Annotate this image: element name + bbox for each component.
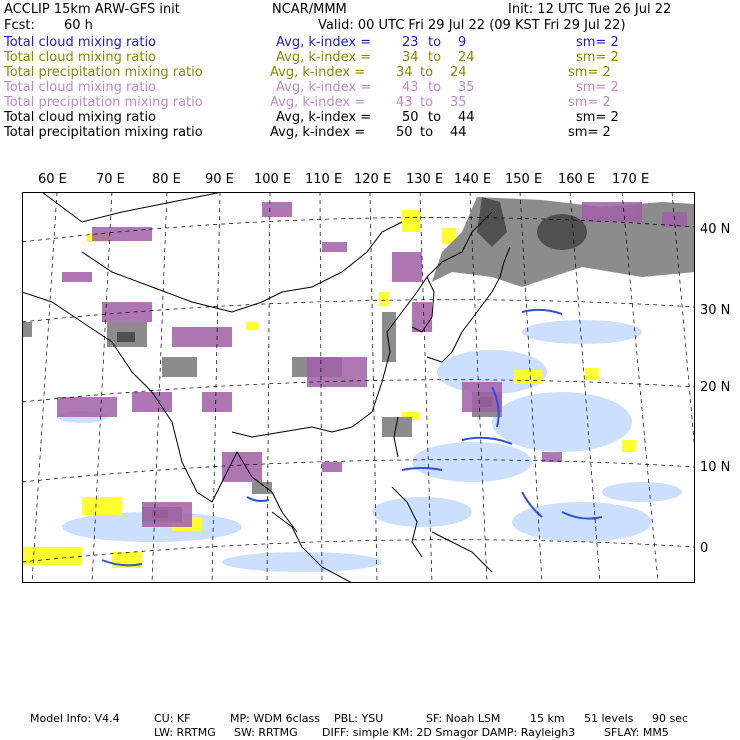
lon-label: 110 E: [305, 172, 343, 187]
cu-info: CU: KF: [154, 712, 191, 725]
legend-name: Total cloud mixing ratio: [4, 50, 157, 65]
legend-avg: Avg, k-index =: [270, 95, 366, 110]
legend-k-start: 23: [402, 35, 419, 50]
lon-label: 70 E: [96, 172, 125, 187]
lon-label: 150 E: [505, 172, 543, 187]
lat-label: 20 N: [700, 380, 731, 395]
lon-label: 80 E: [152, 172, 181, 187]
legend-to: to: [428, 35, 442, 50]
model-info: Model Info: V4.4: [30, 712, 120, 725]
legend-k-end: 35: [450, 95, 467, 110]
legend-name: Total cloud mixing ratio: [4, 35, 157, 50]
lon-label: 100 E: [254, 172, 292, 187]
legend-k-start: 43: [402, 80, 419, 95]
diff-info: DIFF: simple KM: 2D Smagor DAMP: Rayleigh3: [322, 726, 576, 739]
legend-k-end: 9: [458, 35, 467, 50]
mp-info: MP: WDM 6class: [230, 712, 320, 725]
legend-avg: Avg, k-index =: [270, 65, 366, 80]
legend-k-start: 50: [402, 110, 419, 125]
legend-k-end: 24: [458, 50, 475, 65]
lon-label: 90 E: [205, 172, 234, 187]
lon-label: 120 E: [354, 172, 392, 187]
lon-label: 130 E: [406, 172, 444, 187]
legend-sm: sm= 2: [568, 95, 611, 110]
timestep-info: 90 sec: [652, 712, 689, 725]
forecast-map: [22, 192, 695, 583]
legend-k-start: 50: [396, 125, 413, 140]
sf-info: SF: Noah LSM: [426, 712, 501, 725]
organization-label: NCAR/MMM: [272, 2, 347, 17]
legend-avg: Avg, k-index =: [276, 110, 372, 125]
legend-avg: Avg, k-index =: [276, 80, 372, 95]
legend-to: to: [428, 110, 442, 125]
lat-label: 0: [700, 541, 709, 556]
legend-sm: sm= 2: [568, 125, 611, 140]
legend-k-end: 44: [458, 110, 475, 125]
legend-k-end: 35: [458, 80, 475, 95]
lon-label: 60 E: [38, 172, 67, 187]
legend-sm: sm= 2: [576, 110, 619, 125]
legend-sm: sm= 2: [576, 35, 619, 50]
legend-to: to: [428, 50, 442, 65]
legend-name: Total precipitation mixing ratio: [4, 95, 203, 110]
sw-info: SW: RRTMG: [234, 726, 298, 739]
lat-label: 40 N: [700, 222, 731, 237]
lat-label: 10 N: [700, 460, 731, 475]
legend-avg: Avg, k-index =: [276, 50, 372, 65]
legend-sm: sm= 2: [576, 50, 619, 65]
legend-k-start: 43: [396, 95, 413, 110]
levels-info: 51 levels: [584, 712, 634, 725]
init-time: Init: 12 UTC Tue 26 Jul 22: [508, 2, 672, 17]
legend-name: Total cloud mixing ratio: [4, 110, 157, 125]
forecast-label: Fcst:: [4, 18, 35, 33]
legend-to: to: [428, 80, 442, 95]
legend-to: to: [420, 95, 434, 110]
legend-k-end: 24: [450, 65, 467, 80]
legend-k-end: 44: [450, 125, 467, 140]
lw-info: LW: RRTMG: [154, 726, 216, 739]
legend-to: to: [420, 125, 434, 140]
legend-name: Total precipitation mixing ratio: [4, 125, 203, 140]
forecast-hour: 60 h: [64, 18, 93, 33]
legend-avg: Avg, k-index =: [270, 125, 366, 140]
valid-time: Valid: 00 UTC Fri 29 Jul 22 (09 KST Fri 29 Jul 22): [318, 18, 626, 33]
lat-label: 30 N: [700, 303, 731, 318]
lon-label: 170 E: [612, 172, 650, 187]
lon-label: 160 E: [558, 172, 596, 187]
legend-name: Total cloud mixing ratio: [4, 80, 157, 95]
legend-sm: sm= 2: [576, 80, 619, 95]
legend-name: Total precipitation mixing ratio: [4, 65, 203, 80]
sflay-info: SFLAY: MM5: [604, 726, 669, 739]
lon-label: 140 E: [454, 172, 492, 187]
legend-to: to: [420, 65, 434, 80]
legend-k-start: 34: [402, 50, 419, 65]
resolution-info: 15 km: [530, 712, 565, 725]
map-title: ACCLIP 15km ARW-GFS init: [4, 2, 180, 17]
legend-k-start: 34: [396, 65, 413, 80]
legend-avg: Avg, k-index =: [276, 35, 372, 50]
pbl-info: PBL: YSU: [334, 712, 384, 725]
legend-sm: sm= 2: [568, 65, 611, 80]
